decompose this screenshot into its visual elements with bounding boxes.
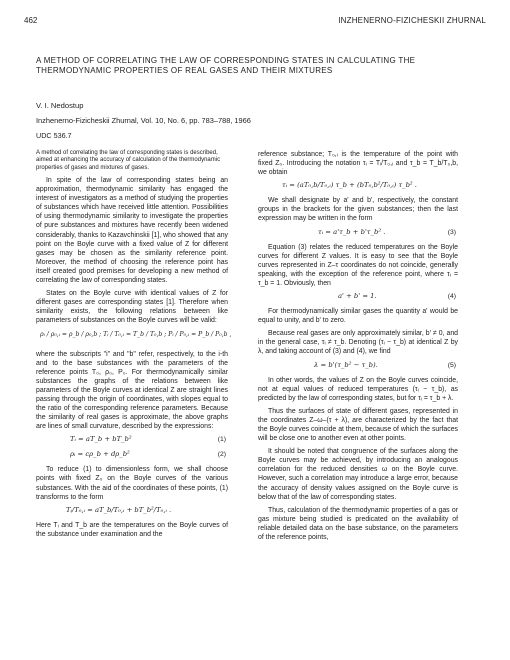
- equation-2: ρᵢ = cρ_b + dρ_b² (2): [70, 450, 226, 459]
- paragraph: In spite of the law of corresponding states being an approximation, thermodynamic similarity has engaged the interest of investigators as a method of studying the properties of substances which have received little attention. Possibilities of using thermodynamic similarity to investigate the properties of pure substances and mixtures have recently been widened considerably, thanks to Kazavchinskii [1], who showed that any point on the Boyle curve with a fixed value of Z for different gases may be chosen as the similarity reference point. Moreover, the method of choosing the reference point has itself created good premises for developing a new method of correlating the law of corresponding states.: [36, 177, 228, 285]
- paragraph: Thus the surfaces of state of different gases, represented in the coordinates Z–ω–(τ + λ), are characterized by the fact that the Boyle curves coincide at them, because of which the surfaces will be close one to another even at other points.: [258, 407, 458, 443]
- paragraph: Here Tᵢ and T_b are the temperatures on the Boyle curves of the substance under examination and the: [36, 521, 228, 538]
- equation-4: a' + b' = 1. (4): [338, 292, 456, 301]
- journal-name: INZHENERNO-FIZICHESKII ZHURNAL: [338, 16, 486, 25]
- udc-code: UDC 536.7: [36, 131, 72, 140]
- citation-line: Inzhenerno-Fizicheskii Zhurnal, Vol. 10, No. 6, pp. 783–788, 1966: [36, 116, 251, 125]
- paragraph: Equation (3) relates the reduced temperatures on the Boyle curves for different Z values. It is easy to see that the Boyle curves represented in Z–τ coordinates do not coincide, generally speaking, with the exception of the reference point, where τᵢ = τ_b = 1. Obviously, then: [258, 243, 458, 287]
- equation-1: Tᵢ = aT_b + bT_b² (1): [70, 435, 226, 444]
- paragraph: Because real gases are only approximately similar, b' ≠ 0, and in the general case, τᵢ ≠ τ_b. Denoting (τᵢ − τ_b) at identical Z by λ, and taking account of (3) and (4), we find: [258, 330, 458, 356]
- paragraph: States on the Boyle curve with identical values of Z for different gases are corresponding states [1]. Therefore when similarity exists, the following relations between like parameters of substances on the Boyle curves will be valid:: [36, 290, 228, 325]
- left-column: [36, 176, 232, 543]
- equation-tau: τᵢ = (aT₀,b/T₀,ᵢ) τ_b + (bT₀,b²/T₀,ᵢ) τ_b² .: [282, 181, 417, 190]
- author-line: V. I. Nedostup: [36, 101, 84, 110]
- paragraph: We shall designate by a' and b', respectively, the constant groups in the brackets for the given substances; then the last expression may be written in the form: [258, 197, 458, 223]
- right-column: [258, 150, 458, 546]
- article-title: A METHOD OF CORRELATING THE LAW OF CORRESPONDING STATES IN CALCULATING THE THERMODYNAMIC PROPERTIES OF REAL GASES AND THEIR MIXTURES: [36, 56, 416, 75]
- paragraph: In other words, the values of Z on the Boyle curves coincide, not at equal values of reduced temperatures (τᵢ − τ_b), as predicted by the law of corresponding states, but for τᵢ = τ_b + λ.: [258, 376, 458, 402]
- equation-dimensionless: Tᵢ/T₀,ᵢ = aT_b/T₀,ᵢ + bT_b²/T₀,ᵢ .: [66, 505, 172, 514]
- paragraph: Thus, calculation of the thermodynamic properties of a gas or gas mixture being studied is predicated on the availability of reliable detailed data on the base substance, on the parameters of the reference points,: [258, 506, 458, 541]
- equation-5: λ = b'(τ_b² − τ_b). (5): [314, 360, 456, 369]
- equation-3: τᵢ = a'τ_b + b'τ_b² . (3): [318, 227, 456, 236]
- paragraph: where the subscripts "i" and "b" refer, respectively, to the i-th and to the base substances with the parameters of the reference points T₀, ρ₀, P₀. For thermodynamically similar substances the graphs of the relations between like parameters of the Boyle curves at identical Z are straight lines passing through the origin of coordinates, with slopes equal to the ratio of the corresponding reference parameters. Because the similarity of real gases is approximate, the above graphs are lines of small curvature, described by the expressions:: [36, 350, 228, 431]
- paragraph: To reduce (1) to dimensionless form, we shall choose points with fixed Z₀ on the Boyle curves of the various substances. With the aid of the coordinates of these points, (1) transforms to the form: [36, 466, 228, 501]
- abstract: A method of correlating the law of corresponding states is described, aimed at enhancing the accuracy of calculation of the thermodynamic properties of gases and mixtures of gases.: [36, 150, 221, 171]
- paragraph: reference substance; T₀,ᵢ is the temperature of the point with fixed Z₀. Introducing the notation τᵢ = Tᵢ/T₀,ᵢ and τ_b = T_b/T₀,b, we obtain: [258, 151, 458, 177]
- paragraph: For thermodynamically similar gases the quantity a' would be equal to unity, and b' to zero.: [258, 308, 458, 325]
- equation-ratios: ρᵢ / ρ₀,ᵢ = ρ_b / ρ₀,b ; Tᵢ / T₀,ᵢ = T_b / T₀,b ; Pᵢ / P₀,ᵢ = P_b / P₀,b ,: [40, 330, 232, 338]
- paragraph: It should be noted that congruence of the surfaces along the Boyle curves may be achieved, by introducing an analogous correlation for the reduced densities ω on the Boyle curve. However, such a correlation may introduce a large error, because the accuracy of density values assigned on the Boyle curve is below that of the law of corresponding states.: [258, 448, 458, 501]
- running-header: [24, 16, 486, 28]
- page-number: 462: [24, 16, 38, 25]
